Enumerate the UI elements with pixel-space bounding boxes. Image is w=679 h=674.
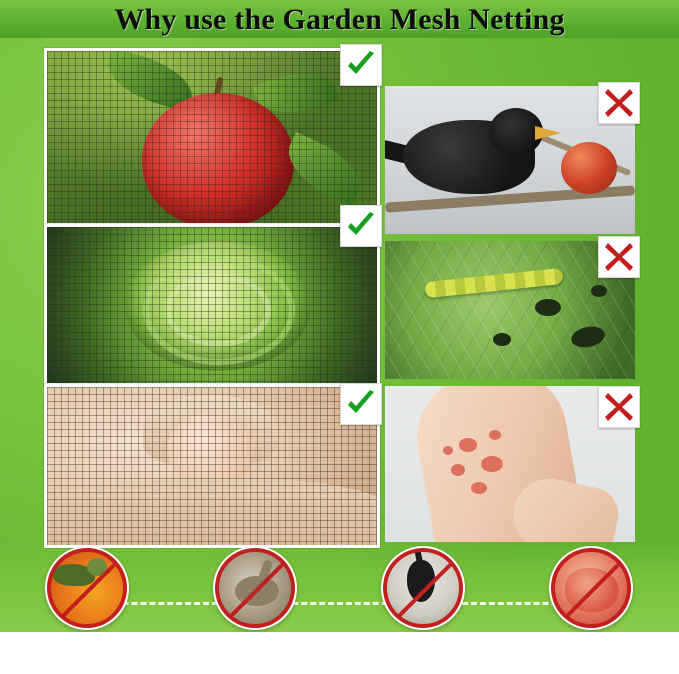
rabbit-no-entry-icon	[213, 546, 297, 630]
check-mark-badge-lettuce	[340, 205, 382, 247]
bird-beak	[535, 126, 561, 140]
bird-no-entry-icon	[45, 546, 129, 630]
cross-mark-badge-bird	[598, 82, 640, 124]
damaged-apple	[561, 142, 617, 194]
title-banner	[0, 0, 679, 40]
panel-baby-with-netting	[44, 384, 380, 548]
bottom-white-strip	[0, 632, 679, 674]
leaf-hole	[535, 299, 561, 316]
baby-scene	[47, 387, 377, 545]
rash-spot	[471, 482, 487, 494]
apple-scene	[47, 51, 377, 223]
cross-icon	[604, 242, 634, 272]
check-icon	[345, 388, 377, 420]
no-entry-icon	[47, 548, 127, 628]
rash-spot	[489, 430, 501, 440]
sunburned-skin	[565, 568, 619, 612]
apple-shape	[142, 93, 294, 226]
rash-spot	[459, 438, 477, 452]
sunburn-no-entry-icon	[549, 546, 633, 630]
leaf-hole	[591, 285, 607, 297]
cross-mark-badge-caterpillar	[598, 236, 640, 278]
check-mark-badge-apple	[340, 44, 382, 86]
panel-apple-with-netting	[44, 48, 380, 226]
beetle-body	[407, 560, 435, 602]
bird-head	[87, 558, 107, 576]
panel-lettuce-with-netting	[44, 224, 380, 386]
lettuce-scene	[47, 227, 377, 383]
check-icon	[345, 49, 377, 81]
cross-icon	[604, 88, 634, 118]
rash-spot	[443, 446, 453, 455]
leaf-hole	[493, 333, 511, 346]
baby-head	[167, 413, 255, 487]
cross-mark-badge-rash	[598, 386, 640, 428]
check-icon	[345, 210, 377, 242]
insect-no-entry-icon	[381, 546, 465, 630]
rabbit-body	[235, 576, 279, 606]
rash-spot	[481, 456, 503, 472]
lettuce-ruffle	[165, 273, 271, 347]
check-mark-badge-baby	[340, 383, 382, 425]
rash-spot	[451, 464, 465, 476]
blanket	[44, 479, 380, 548]
page-title: Why use the Garden Mesh Netting	[114, 3, 565, 36]
cross-icon	[604, 392, 634, 422]
